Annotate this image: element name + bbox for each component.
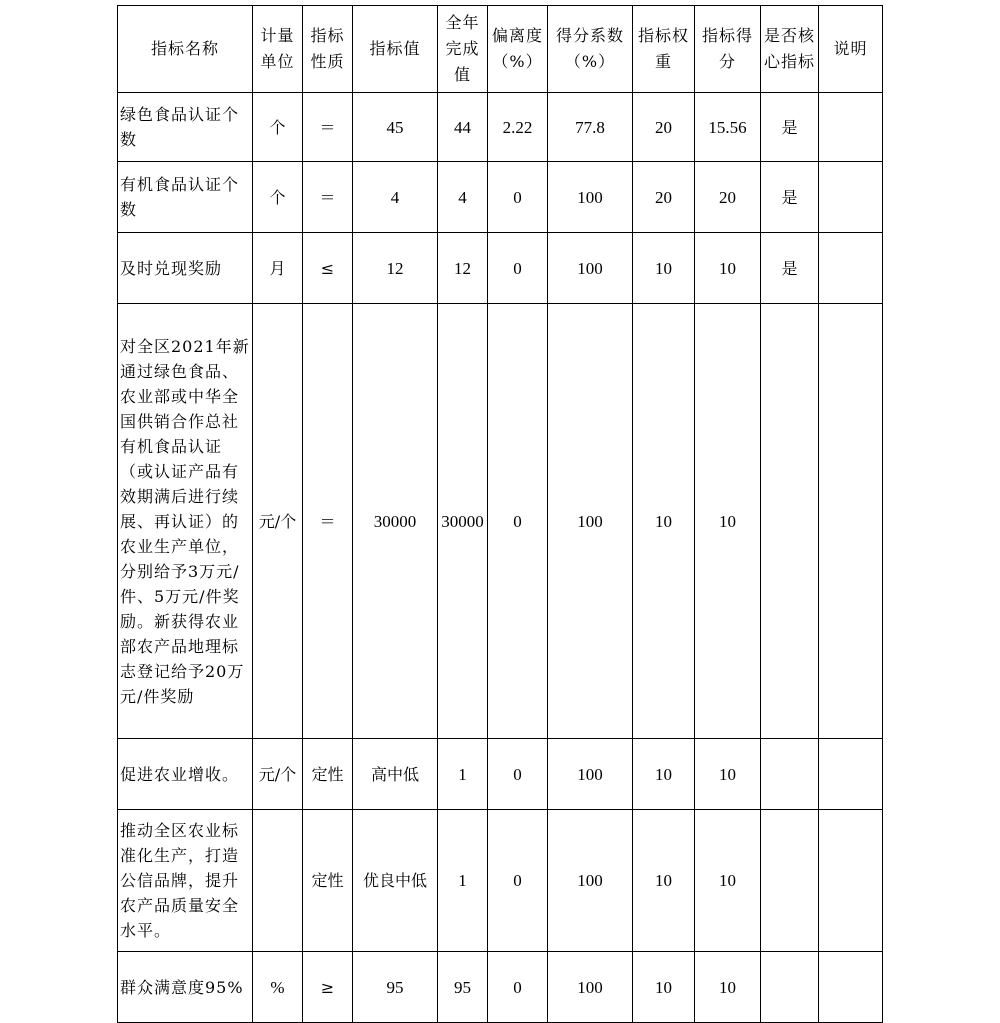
cell-indicator-name: 及时兑现奖励 xyxy=(118,233,253,304)
cell-note xyxy=(819,739,883,810)
cell-deviation: 0 xyxy=(488,233,548,304)
header-score: 指标得分 xyxy=(695,6,761,93)
cell-deviation: 0 xyxy=(488,739,548,810)
cell-unit: 元/个 xyxy=(253,739,303,810)
header-note: 说明 xyxy=(819,6,883,93)
header-core-indicator: 是否核心指标 xyxy=(761,6,819,93)
cell-core-indicator xyxy=(761,952,819,1023)
cell-score-coefficient: 100 xyxy=(548,162,633,233)
cell-score-coefficient: 100 xyxy=(548,739,633,810)
cell-core-indicator: 是 xyxy=(761,93,819,162)
cell-core-indicator: 是 xyxy=(761,233,819,304)
cell-score-coefficient: 77.8 xyxy=(548,93,633,162)
header-score-coefficient: 得分系数（%） xyxy=(548,6,633,93)
table-header-row xyxy=(118,6,883,93)
header-deviation: 偏离度（%） xyxy=(488,6,548,93)
performance-table-container xyxy=(117,5,883,1023)
cell-deviation: 0 xyxy=(488,952,548,1023)
header-weight: 指标权重 xyxy=(633,6,695,93)
cell-weight: 10 xyxy=(633,739,695,810)
cell-target-value: 95 xyxy=(353,952,438,1023)
header-target-value: 指标值 xyxy=(353,6,438,93)
cell-unit: % xyxy=(253,952,303,1023)
table-row xyxy=(118,93,883,162)
cell-target-value: 45 xyxy=(353,93,438,162)
cell-core-indicator: 是 xyxy=(761,162,819,233)
cell-nature: ≤ xyxy=(303,233,353,304)
cell-annual-actual: 44 xyxy=(438,93,488,162)
cell-score: 10 xyxy=(695,952,761,1023)
cell-nature: 定性 xyxy=(303,739,353,810)
table-row xyxy=(118,233,883,304)
cell-score: 10 xyxy=(695,810,761,952)
cell-score-coefficient: 100 xyxy=(548,810,633,952)
cell-target-value: 12 xyxy=(353,233,438,304)
cell-score: 20 xyxy=(695,162,761,233)
cell-deviation: 0 xyxy=(488,162,548,233)
cell-note xyxy=(819,233,883,304)
cell-score-coefficient: 100 xyxy=(548,304,633,739)
cell-nature: 定性 xyxy=(303,810,353,952)
cell-note xyxy=(819,93,883,162)
cell-score-coefficient: 100 xyxy=(548,233,633,304)
cell-note xyxy=(819,952,883,1023)
table-row xyxy=(118,304,883,739)
cell-annual-actual: 12 xyxy=(438,233,488,304)
header-unit: 计量单位 xyxy=(253,6,303,93)
table-row xyxy=(118,162,883,233)
table-row xyxy=(118,952,883,1023)
cell-weight: 20 xyxy=(633,93,695,162)
cell-indicator-name: 绿色食品认证个数 xyxy=(118,93,253,162)
cell-score: 10 xyxy=(695,304,761,739)
table-row xyxy=(118,810,883,952)
cell-target-value: 4 xyxy=(353,162,438,233)
cell-unit: 个 xyxy=(253,162,303,233)
cell-unit: 元/个 xyxy=(253,304,303,739)
cell-indicator-name: 对全区2021年新通过绿色食品、农业部或中华全国供销合作总社有机食品认证（或认证产品有效期满后进行续展、再认证）的农业生产单位，分别给予3万元/件、5万元/件奖励。新获得农业部农产品地理标志登记给予20万元/件奖励 xyxy=(118,304,253,739)
cell-weight: 10 xyxy=(633,233,695,304)
cell-score: 10 xyxy=(695,739,761,810)
cell-annual-actual: 1 xyxy=(438,810,488,952)
header-annual-actual: 全年完成值 xyxy=(438,6,488,93)
cell-note xyxy=(819,304,883,739)
cell-core-indicator xyxy=(761,304,819,739)
cell-target-value: 优良中低 xyxy=(353,810,438,952)
cell-note xyxy=(819,810,883,952)
cell-score-coefficient: 100 xyxy=(548,952,633,1023)
header-nature: 指标性质 xyxy=(303,6,353,93)
cell-note xyxy=(819,162,883,233)
cell-core-indicator xyxy=(761,739,819,810)
cell-nature: ≥ xyxy=(303,952,353,1023)
cell-annual-actual: 4 xyxy=(438,162,488,233)
cell-indicator-name: 促进农业增收。 xyxy=(118,739,253,810)
table-row xyxy=(118,739,883,810)
performance-indicator-table xyxy=(117,5,883,1023)
cell-annual-actual: 30000 xyxy=(438,304,488,739)
header-indicator-name: 指标名称 xyxy=(118,6,253,93)
cell-deviation: 0 xyxy=(488,810,548,952)
cell-weight: 10 xyxy=(633,810,695,952)
cell-score: 15.56 xyxy=(695,93,761,162)
cell-weight: 10 xyxy=(633,952,695,1023)
cell-score: 10 xyxy=(695,233,761,304)
cell-indicator-name: 群众满意度95% xyxy=(118,952,253,1023)
cell-annual-actual: 95 xyxy=(438,952,488,1023)
cell-deviation: 2.22 xyxy=(488,93,548,162)
cell-deviation: 0 xyxy=(488,304,548,739)
cell-target-value: 高中低 xyxy=(353,739,438,810)
cell-nature: ＝ xyxy=(303,304,353,739)
cell-unit: 个 xyxy=(253,93,303,162)
cell-weight: 10 xyxy=(633,304,695,739)
cell-annual-actual: 1 xyxy=(438,739,488,810)
cell-target-value: 30000 xyxy=(353,304,438,739)
cell-core-indicator xyxy=(761,810,819,952)
cell-unit: 月 xyxy=(253,233,303,304)
cell-indicator-name: 推动全区农业标准化生产，打造公信品牌，提升农产品质量安全水平。 xyxy=(118,810,253,952)
cell-nature: ＝ xyxy=(303,162,353,233)
cell-weight: 20 xyxy=(633,162,695,233)
cell-unit xyxy=(253,810,303,952)
cell-nature: ＝ xyxy=(303,93,353,162)
cell-indicator-name: 有机食品认证个数 xyxy=(118,162,253,233)
